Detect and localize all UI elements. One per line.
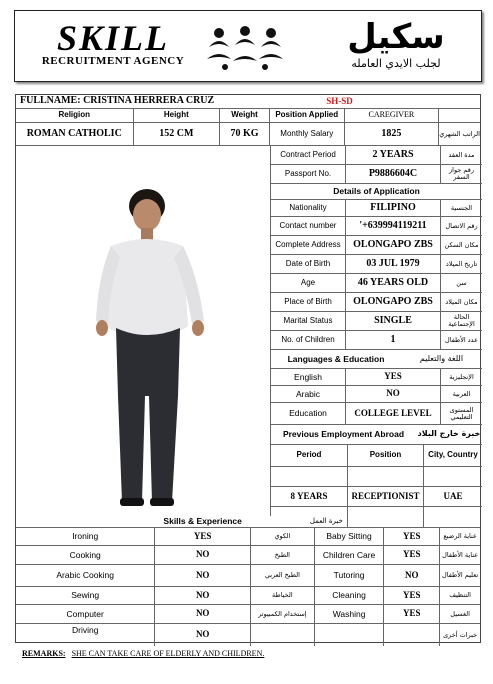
languages-title-row (271, 350, 482, 369)
detail-value: 03 JUL 1979 (346, 255, 441, 273)
detail-label: Age (271, 274, 346, 292)
skill-label: Washing (315, 605, 385, 623)
reference-code: SH-SD (326, 95, 353, 106)
detail-value: SINGLE (346, 312, 441, 330)
salary-arabic: الراتب الشهري (439, 129, 480, 138)
languages-title: Languages & Education (287, 353, 385, 364)
skill-label: Arabic Cooking (16, 565, 155, 586)
detail-row (271, 312, 482, 331)
employment-period (271, 467, 348, 486)
detail-arabic: مكان السكن (444, 240, 479, 249)
skill-label: Cooking (16, 546, 155, 564)
employment-position (348, 467, 424, 486)
skill-arabic: الكوي (251, 528, 315, 545)
skill-value: NO (155, 587, 251, 604)
skill-arabic: عناية الأطفال (442, 550, 479, 559)
skill-row (16, 605, 480, 624)
skills-rows (16, 528, 480, 646)
detail-row (271, 274, 482, 293)
fullname-row (16, 95, 480, 109)
skill-arabic: الخياطة (251, 587, 315, 604)
language-label: English (271, 369, 346, 385)
position-header: Position Applied (270, 109, 345, 122)
candidate-photo (16, 146, 271, 516)
skill-arabic: عناية الرضيع (443, 532, 477, 541)
religion-value: ROMAN CATHOLIC (16, 123, 134, 145)
language-arabic: المستوى التعليمي (449, 405, 474, 421)
employment-title-arabic: خبرة خارج البلاد (417, 429, 481, 439)
language-rows (271, 369, 482, 425)
height-header: Height (134, 109, 221, 122)
skills-title-arabic: خبرة العمل (309, 516, 343, 525)
skills-title-row (16, 516, 480, 528)
salary-label: Monthly Salary (270, 123, 345, 145)
skill-value: NO (155, 624, 251, 646)
skill-row (16, 546, 480, 565)
detail-arabic: عدد الأطفال (445, 335, 478, 344)
detail-value: 1 (346, 331, 441, 349)
employment-period: 8 YEARS (271, 487, 348, 506)
skill-arabic: إستخدام الكمبيوتر (251, 605, 315, 623)
detail-row (271, 200, 482, 217)
detail-label: Date of Birth (271, 255, 346, 273)
detail-arabic: سن (456, 278, 467, 287)
skill-label: Driving (16, 624, 155, 646)
detail-arabic: الحالة الإجتماعية (448, 313, 475, 328)
employment-title: Previous Employment Abroad (282, 429, 405, 440)
skill-label: Cleaning (315, 587, 385, 604)
logo-title: SKILL (56, 18, 170, 58)
skill-value: YES (384, 605, 440, 623)
employment-title-row (271, 425, 482, 445)
fullname-value: CRISTINA HERRERA CRUZ (83, 95, 215, 107)
skill-arabic (251, 624, 315, 646)
employment-row (271, 487, 482, 507)
logo-subtitle: RECRUITMENT AGENCY (41, 55, 185, 67)
height-value: 152 CM (134, 123, 221, 145)
skill-label: Tutoring (315, 565, 385, 586)
language-value: YES (346, 369, 441, 385)
languages-title-arabic: اللغة والتعليم (419, 353, 464, 363)
detail-label: Place of Birth (271, 293, 346, 311)
language-row (271, 369, 482, 386)
language-row (271, 386, 482, 403)
skill-value (384, 624, 440, 646)
candidate-photo-cell (16, 146, 271, 516)
details-rows (271, 200, 482, 350)
skill-value: YES (155, 528, 251, 545)
employment-header-row (271, 445, 482, 467)
fullname-label: FULLNAME: (20, 95, 81, 107)
skill-label: Sewing (16, 587, 155, 604)
employment-country (424, 467, 482, 486)
detail-value: 46 YEARS OLD (346, 274, 441, 292)
detail-row (271, 255, 482, 274)
skill-row (16, 624, 480, 646)
detail-arabic: الجنسية (450, 203, 473, 212)
language-value: NO (346, 386, 441, 402)
basic-header-row (16, 109, 480, 123)
religion-header: Religion (16, 109, 134, 122)
skill-arabic: خبرات أخرى (443, 630, 478, 639)
detail-label: Contact number (271, 217, 346, 235)
detail-value: OLONGAPO ZBS (346, 236, 441, 254)
skill-value: YES (384, 546, 440, 564)
detail-label: Nationality (271, 200, 346, 216)
detail-value: FILIPINO (346, 200, 441, 216)
agency-logo-english (23, 19, 203, 67)
skill-label: Ironing (16, 528, 155, 545)
details-title-row (271, 184, 482, 200)
position-value: CAREGIVER (345, 109, 440, 122)
agency-logo-arabic (321, 17, 471, 70)
skill-label: Baby Sitting (315, 528, 385, 545)
skill-arabic: الغسيل (450, 609, 470, 618)
period-header: Period (271, 445, 348, 466)
language-arabic: العربية (452, 389, 471, 398)
remarks-label: REMARKS: (22, 649, 66, 658)
skill-value: NO (155, 565, 251, 586)
skill-label (315, 624, 385, 646)
details-title: Details of Application (333, 186, 420, 197)
employment-position: RECEPTIONIST (348, 487, 424, 506)
skill-row (16, 528, 480, 546)
skill-row (16, 565, 480, 587)
contract-arabic: مدة العقد (448, 150, 475, 159)
skill-arabic: الطبخ (251, 546, 315, 564)
employment-row (271, 467, 482, 487)
position-col-header: Position (348, 445, 424, 466)
skill-value: NO (155, 605, 251, 623)
language-label: Arabic (271, 386, 346, 402)
skill-arabic: تعليم الأطفال (442, 571, 479, 580)
remarks-text: SHE CAN TAKE CARE OF ELDERLY AND CHILDREN. (71, 649, 265, 658)
detail-row (271, 331, 482, 350)
passport-row (271, 165, 482, 184)
skill-value: NO (155, 546, 251, 564)
skill-arabic: التنظيف (449, 591, 471, 600)
detail-value: '+639994119211 (346, 217, 441, 235)
skill-value: NO (384, 565, 440, 586)
detail-value: OLONGAPO ZBS (346, 293, 441, 311)
application-form (15, 94, 481, 643)
detail-row (271, 217, 482, 236)
language-label: Education (271, 403, 346, 424)
detail-label: Marital Status (271, 312, 346, 330)
contract-row (271, 146, 482, 165)
language-arabic: الإنجليزية (449, 372, 474, 381)
people-logo-icon (205, 25, 285, 71)
detail-arabic: مكان الميلاد (445, 297, 478, 306)
agency-header (14, 10, 482, 82)
detail-row (271, 236, 482, 255)
language-value: COLLEGE LEVEL (346, 403, 441, 424)
skill-label: Computer (16, 605, 155, 623)
passport-arabic: رقم جواز السفر (449, 166, 474, 181)
details-column (271, 146, 482, 527)
logo-arabic-subtitle: لجلب الايدي العامله (351, 57, 441, 70)
passport-label: Passport No. (271, 165, 346, 183)
detail-label: No. of Children (271, 331, 346, 349)
skill-value: YES (384, 528, 440, 545)
language-row (271, 403, 482, 425)
contract-label: Contract Period (271, 146, 346, 164)
weight-value: 70 KG (220, 123, 270, 145)
basic-values-row (16, 123, 480, 146)
employment-country: UAE (443, 490, 463, 501)
skill-row (16, 587, 480, 605)
city-country-header: City, Country (428, 450, 478, 460)
detail-row (271, 293, 482, 312)
detail-arabic: تاريخ الميلاد (445, 259, 478, 268)
detail-label: Complete Address (271, 236, 346, 254)
skill-value: YES (384, 587, 440, 604)
weight-header: Weight (220, 109, 270, 122)
passport-value: P9886604C (346, 165, 441, 183)
salary-value: 1825 (345, 123, 440, 145)
skill-arabic: الطبخ العربي (251, 565, 315, 586)
contract-value: 2 YEARS (346, 146, 441, 164)
logo-arabic-title: سكيل (347, 17, 445, 57)
remarks (22, 649, 264, 658)
skills-title: Skills & Experience (163, 516, 242, 527)
skill-label: Children Care (315, 546, 385, 564)
detail-arabic: رقم الاتصال (445, 221, 478, 230)
